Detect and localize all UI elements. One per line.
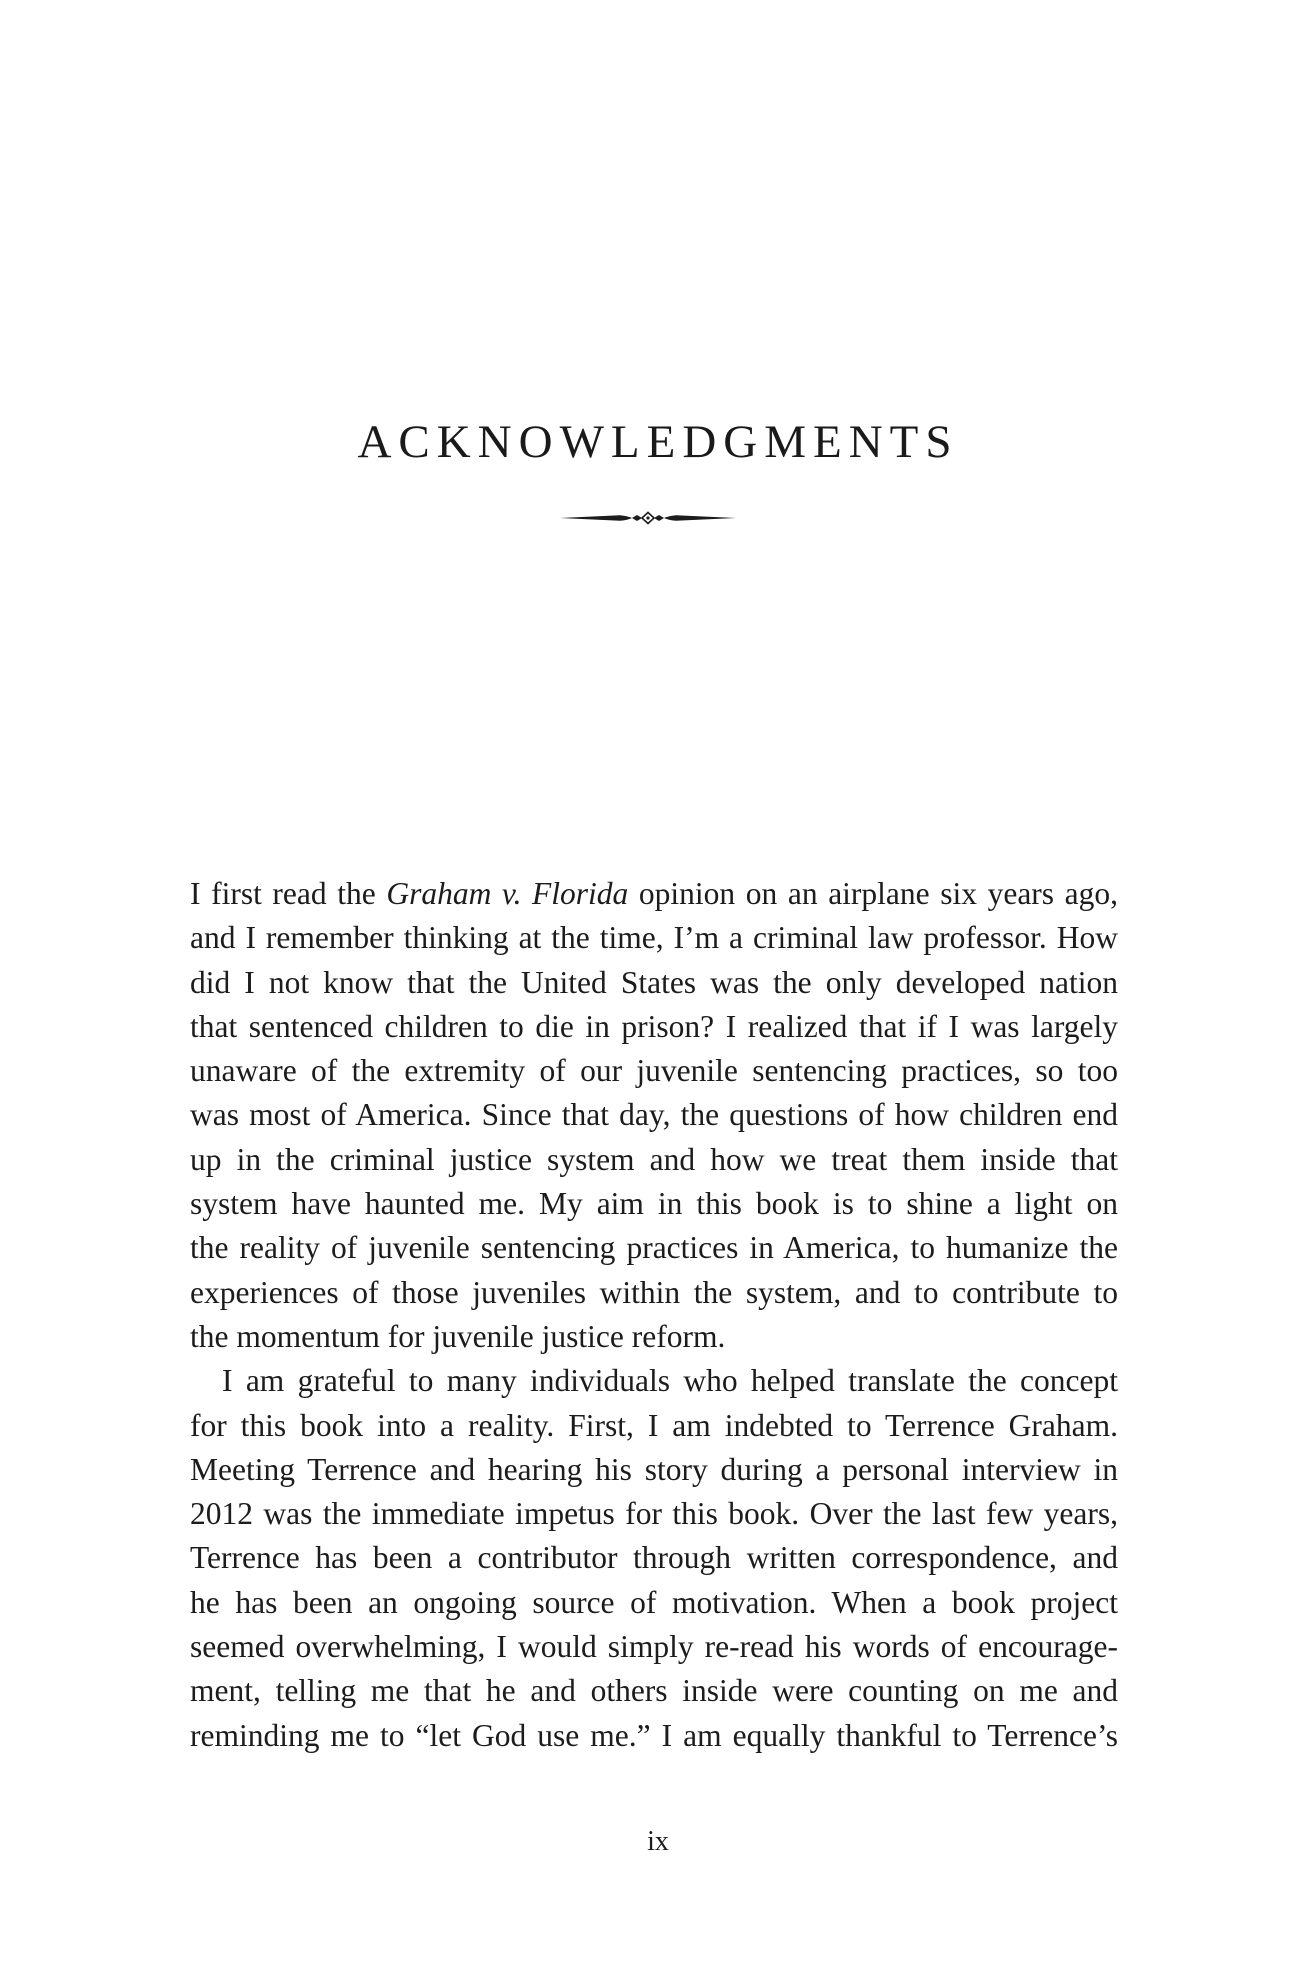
text-line: experiences of those juveniles within the system, and to contribute to [190,1274,1118,1310]
text-line: 2012 was the immediate impetus for this book. Over the last few years, [190,1496,1118,1532]
text-line: unaware of the extremity of our juvenile sentencing practices, so too [190,1053,1118,1089]
text-line [190,872,1118,916]
text-line: I am grateful to many individuals who helped translate the concept [222,1363,1118,1399]
chapter-heading: ACKNOWLEDGMENTS [357,416,959,468]
text-fragment: I first read the [190,876,387,911]
flourish-divider-icon [558,506,738,530]
text-line: Terrence has been a contributor through written correspondence, and [190,1540,1118,1576]
body-text [190,872,1118,1758]
text-line: that sentenced children to die in prison? I realized that if I was largely [190,1008,1118,1044]
text-line: was most of America. Since that day, the questions of how children end [190,1097,1118,1133]
text-line: system have haunted me. My aim in this book is to shine a light on [190,1186,1118,1222]
text-line: up in the criminal justice system and how we treat them inside that [190,1141,1118,1177]
text-line: the reality of juvenile sentencing practices in America, to humanize the [190,1230,1118,1266]
page-number: ix [647,1826,669,1857]
text-line: Meeting Terrence and hearing his story during a personal interview in [190,1451,1118,1487]
text-line: did I not know that the United States was the only developed nation [190,964,1118,1000]
text-line: and I remember thinking at the time, I’m a criminal law professor. How [190,920,1118,956]
text-line: he has been an ongoing source of motivation. When a book project [190,1584,1118,1620]
text-fragment: opinion on an airplane six years ago, [628,876,1119,911]
text-line: reminding me to “let God use me.” I am equally thankful to Terrence’s [190,1717,1118,1753]
text-line: the momentum for juvenile justice reform. [190,1318,726,1354]
text-line: seemed overwhelming, I would simply re-read his words of encourage- [190,1629,1118,1665]
case-name-italic: Graham v. Florida [386,876,629,911]
text-line: ment, telling me that he and others inside were counting on me and [190,1673,1118,1709]
text-line: for this book into a reality. First, I am indebted to Terrence Graham. [190,1407,1118,1443]
